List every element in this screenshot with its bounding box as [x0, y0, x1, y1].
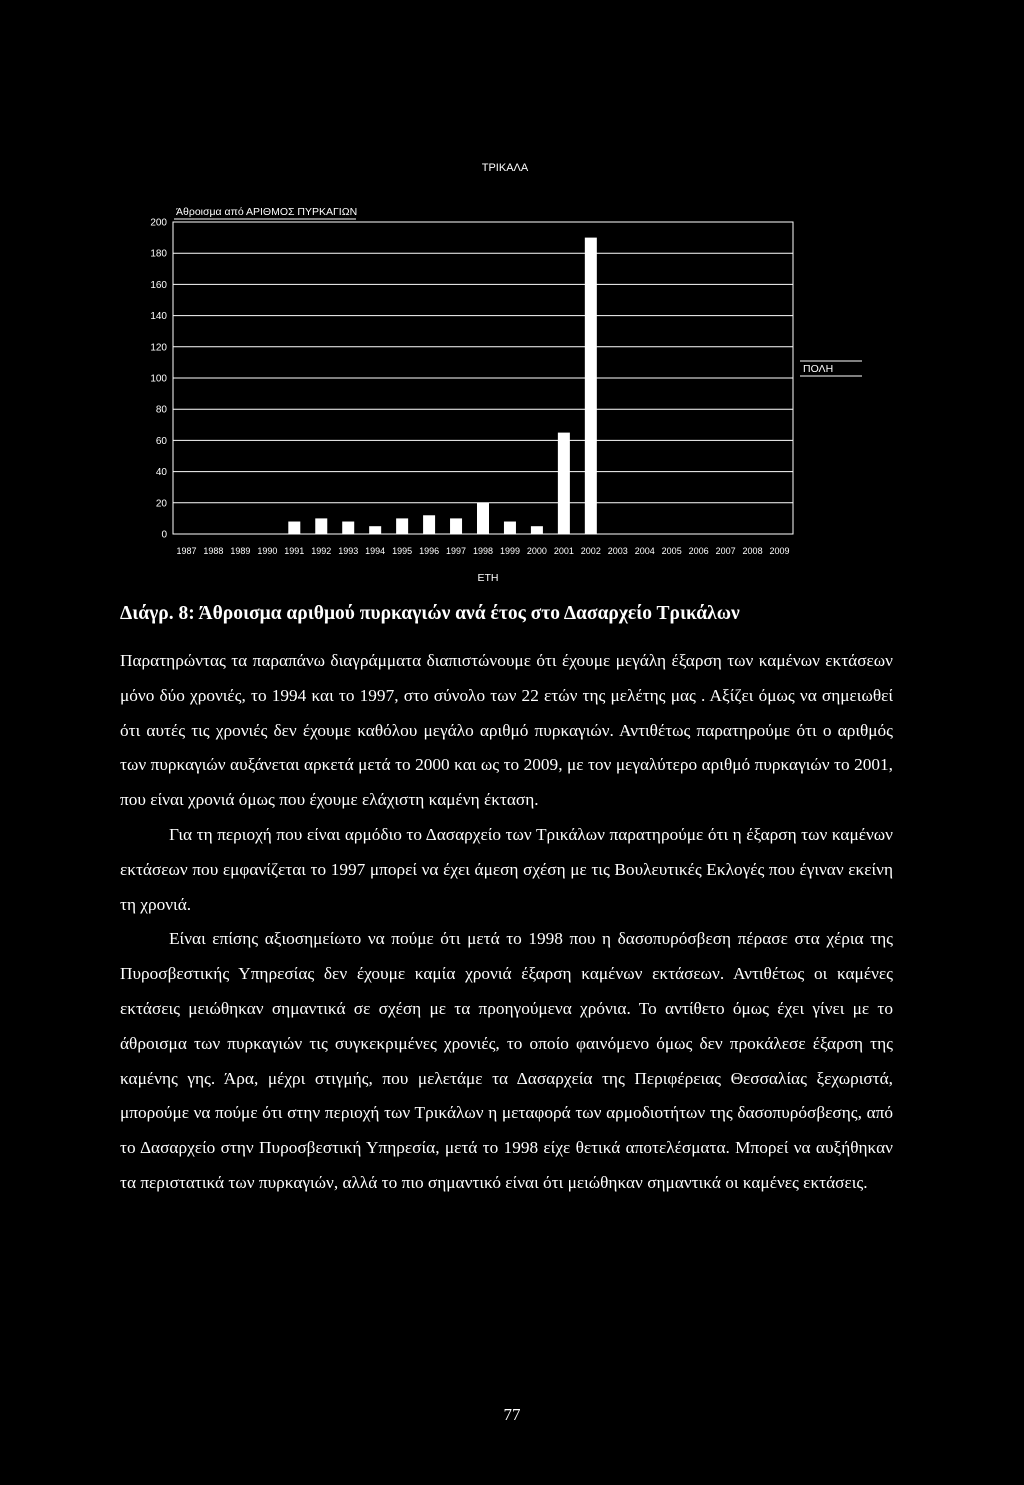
bar-2001 [558, 433, 570, 534]
x-tick-label: 2001 [553, 546, 574, 556]
x-tick-label: 2006 [688, 546, 709, 556]
x-tick-label: 1988 [203, 546, 224, 556]
fires-per-year-chart [0, 0, 1024, 600]
y-tick-label: 140 [150, 311, 167, 323]
bar-1998 [477, 503, 489, 534]
bar-1991 [288, 522, 300, 534]
x-tick-label: 2000 [526, 546, 547, 556]
x-tick-label: 1995 [392, 546, 413, 556]
chart-title: ΤΡΙΚΑΛΑ [481, 162, 529, 174]
x-tick-label: 1993 [338, 546, 359, 556]
bar-1995 [396, 518, 408, 534]
x-tick-label: 1989 [230, 546, 251, 556]
x-tick-label: 2002 [580, 546, 601, 556]
x-tick-label: 1992 [311, 546, 332, 556]
bar-2002 [585, 238, 597, 534]
page-number: 77 [503, 1405, 521, 1424]
bar-2000 [531, 526, 543, 534]
y-tick-label: 100 [150, 373, 167, 385]
bar-1994 [369, 526, 381, 534]
x-tick-label: 2008 [742, 546, 763, 556]
legend-label: ΠΟΛΗ [803, 363, 834, 375]
bar-1993 [342, 522, 354, 534]
x-tick-label: 2007 [715, 546, 736, 556]
x-tick-label: 1991 [284, 546, 305, 556]
x-axis-title: ΕΤΗ [477, 572, 499, 584]
body-text [120, 644, 893, 1201]
bar-1999 [504, 522, 516, 534]
y-tick-label: 200 [150, 217, 167, 229]
y-tick-label: 120 [150, 342, 167, 354]
x-tick-label: 1997 [446, 546, 467, 556]
x-tick-label: 1990 [257, 546, 278, 556]
x-tick-label: 2005 [661, 546, 682, 556]
y-tick-label: 20 [155, 498, 167, 510]
bars [288, 238, 597, 534]
paragraph: Είναι επίσης αξιοσημείωτο να πούμε ότι μετά το 1998 που η δασοπυρόσβεση πέρασε στα χέρια της Πυροσβεστικής Υπηρεσίας δεν έχουμε καμία χρονιά έξαρση καμένων εκτάσεων. Αντιθέτως οι καμένες εκτάσεις μειώθηκαν σημαντικά σε σχέση με τα προηγούμενα χρόνια. Το αντίθετο όμως έχει γίνει με το άθροισμα των πυρκαγιών τις συγκεκριμένες χρονιές, το οποίο φαινόμενο όμως δεν προκάλεσε έξαρση της καμένης γης. Άρα, μέχρι στιγμής, που μελετάμε τα Δασαρχεία της Περιφέρειας Θεσσαλίας ξεχωριστά, μπορούμε να πούμε ότι στην περιοχή των Τρικάλων η μεταφορά των αρμοδιοτήτων της δασοπυρόσβεσης, από το Δασαρχείο στην Πυροσβεστική Υπηρεσία, μετά το 1998 είχε θετικά αποτελέσματα. Μπορεί να αυξήθηκαν τα περιστατικά των πυρκαγιών, αλλά το πιο σημαντικό είναι ότι μειώθηκαν σημαντικά οι καμένες εκτάσεις. [120, 929, 893, 1192]
y-axis-ticks [150, 218, 167, 541]
y-tick-label: 0 [161, 529, 167, 541]
paragraph: Παρατηρώντας τα παραπάνω διαγράμματα διαπιστώνουμε ότι έχουμε μεγάλη έξαρση των καμένων εκτάσεων μόνο δύο χρονιές, το 1994 και το 1997, στο σύνολο των 22 ετών της μελέτης μας . Αξίζει όμως να σημειωθεί ότι αυτές τις χρονιές δεν έχουμε καθόλου μεγάλο αριθμό πυρκαγιών. Αντιθέτως παρατηρούμε ότι ο αριθμός των πυρκαγιών αυξάνεται αρκετά μετά το 2000 και ως το 2009, με τον μεγαλύτερο αριθμό πυρκαγιών το 2001, που είναι χρονιά όμως που έχουμε ελάχιστη καμένη έκταση. [120, 651, 893, 810]
bar-1997 [450, 518, 462, 534]
figure-caption: Διάγρ. 8: Άθροισμα αριθμού πυρκαγιών ανά έτος στο Δασαρχείο Τρικάλων [120, 603, 740, 624]
y-tick-label: 180 [150, 248, 167, 260]
x-tick-label: 2009 [769, 546, 790, 556]
y-tick-label: 80 [155, 404, 167, 416]
y-tick-label: 160 [150, 279, 167, 291]
x-axis-ticks [176, 546, 789, 556]
x-tick-label: 1996 [419, 546, 440, 556]
paragraph: Για τη περιοχή που είναι αρμόδιο το Δασαρχείο των Τρικάλων παρατηρούμε ότι η έξαρση των καμένων εκτάσεων που εμφανίζεται το 1997 μπορεί να έχει άμεση σχέση με τις Βουλευτικές Εκλογές που έγιναν εκείνη τη χρονιά. [120, 824, 893, 914]
x-tick-label: 1987 [176, 546, 197, 556]
y-tick-label: 40 [155, 467, 167, 479]
series-label: Άθροισμα από ΑΡΙΘΜΟΣ ΠΥΡΚΑΓΙΩΝ [176, 206, 358, 218]
x-tick-label: 2004 [634, 546, 655, 556]
gridlines [173, 253, 793, 503]
bar-1996 [423, 515, 435, 534]
bar-1992 [315, 518, 327, 534]
x-tick-label: 1998 [472, 546, 494, 556]
x-tick-label: 1994 [365, 546, 386, 556]
x-tick-label: 1999 [499, 546, 520, 556]
y-tick-label: 60 [155, 435, 167, 447]
x-tick-label: 2003 [607, 546, 628, 556]
